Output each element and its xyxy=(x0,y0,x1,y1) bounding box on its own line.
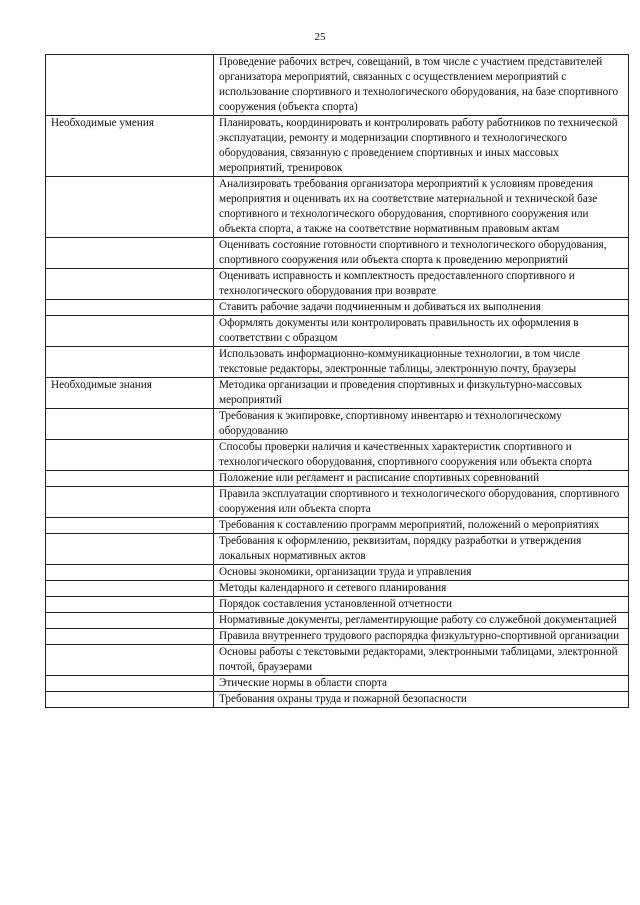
row-text: Требования к оформлению, реквизитам, порядку разработки и утверждения локальных нормативных актов xyxy=(214,534,629,565)
table-row xyxy=(46,177,629,238)
row-text: Этические нормы в области спорта xyxy=(214,676,629,692)
table-row xyxy=(46,238,629,269)
row-text: Порядок составления установленной отчетности xyxy=(214,597,629,613)
row-label xyxy=(46,597,214,613)
row-text: Методы календарного и сетевого планирования xyxy=(214,581,629,597)
row-text: Оформлять документы или контролировать правильность их оформления в соответствии с образцом xyxy=(214,316,629,347)
table-row xyxy=(46,487,629,518)
row-label xyxy=(46,316,214,347)
row-label xyxy=(46,581,214,597)
row-text: Требования охраны труда и пожарной безопасности xyxy=(214,692,629,708)
table-row xyxy=(46,378,629,409)
requirements-table xyxy=(45,54,629,708)
row-label xyxy=(46,269,214,300)
row-text: Ставить рабочие задачи подчиненным и добиваться их выполнения xyxy=(214,300,629,316)
row-label xyxy=(46,440,214,471)
table-row xyxy=(46,347,629,378)
row-label xyxy=(46,629,214,645)
row-label xyxy=(46,55,214,116)
row-text: Способы проверки наличия и качественных характеристик спортивного и технологического оборудования, спортивного сооружения или объекта спорта xyxy=(214,440,629,471)
row-label xyxy=(46,238,214,269)
row-text: Планировать, координировать и контролировать работу работников по технической эксплуатации, ремонту и модернизации спортивного и технологического оборудования, связанную с проведением спортивных и иных массовых мероприятий, тренировок xyxy=(214,116,629,177)
table-row xyxy=(46,518,629,534)
row-label-skills: Необходимые умения xyxy=(46,116,214,177)
row-text: Основы работы с текстовыми редакторами, электронными таблицами, электронной почтой, браузерами xyxy=(214,645,629,676)
table-row xyxy=(46,613,629,629)
table-row xyxy=(46,440,629,471)
table-row xyxy=(46,300,629,316)
table-row xyxy=(46,565,629,581)
table-row xyxy=(46,269,629,300)
table-row xyxy=(46,55,629,116)
row-text: Анализировать требования организатора мероприятий к условиям проведения мероприятия и оценивать их на соответствие материальной и технической базе спортивного и технологического оборудования, спортивного сооружения или объекта спорта, а также на соответствие нормативным правовым актам xyxy=(214,177,629,238)
row-label xyxy=(46,409,214,440)
table-row xyxy=(46,116,629,177)
row-label xyxy=(46,300,214,316)
row-text: Методика организации и проведения спортивных и физкультурно-массовых мероприятий xyxy=(214,378,629,409)
row-text: Нормативные документы, регламентирующие работу со служебной документацией xyxy=(214,613,629,629)
row-text: Требования к составлению программ мероприятий, положений о мероприятиях xyxy=(214,518,629,534)
row-label xyxy=(46,534,214,565)
table-row xyxy=(46,597,629,613)
table-row xyxy=(46,409,629,440)
row-label xyxy=(46,471,214,487)
row-text: Использовать информационно-коммуникационные технологии, в том числе текстовые редакторы, электронные таблицы, электронную почту, браузеры xyxy=(214,347,629,378)
row-label xyxy=(46,487,214,518)
table-row xyxy=(46,676,629,692)
table-row xyxy=(46,581,629,597)
row-label xyxy=(46,518,214,534)
table-row xyxy=(46,471,629,487)
row-label xyxy=(46,645,214,676)
row-text: Проведение рабочих встреч, совещаний, в том числе с участием представителей организатора мероприятий, связанных с осуществлением мероприятий с использование спортивного и технологического оборудования, на базе спортивного сооружения (объекта спорта) xyxy=(214,55,629,116)
table-row xyxy=(46,629,629,645)
row-text: Правила эксплуатации спортивного и технологического оборудования, спортивного сооружения или объекта спорта xyxy=(214,487,629,518)
table-row xyxy=(46,692,629,708)
row-label xyxy=(46,347,214,378)
row-text: Оценивать состояние готовности спортивного и технологического оборудования, спортивного сооружения или объекта спорта к проведению мероприятий xyxy=(214,238,629,269)
row-label xyxy=(46,565,214,581)
row-label xyxy=(46,692,214,708)
table-row xyxy=(46,316,629,347)
row-label-knowledge: Необходимые знания xyxy=(46,378,214,409)
table-row xyxy=(46,534,629,565)
row-text: Правила внутреннего трудового распорядка физкультурно-спортивной организации xyxy=(214,629,629,645)
row-label xyxy=(46,613,214,629)
row-label xyxy=(46,177,214,238)
row-text: Основы экономики, организации труда и управления xyxy=(214,565,629,581)
table-row xyxy=(46,645,629,676)
row-label xyxy=(46,676,214,692)
row-text: Оценивать исправность и комплектность предоставленного спортивного и технологического оборудования при возврате xyxy=(214,269,629,300)
row-text: Требования к экипировке, спортивному инвентарю и технологическому оборудованию xyxy=(214,409,629,440)
row-text: Положение или регламент и расписание спортивных соревнований xyxy=(214,471,629,487)
page-number: 25 xyxy=(314,31,326,43)
